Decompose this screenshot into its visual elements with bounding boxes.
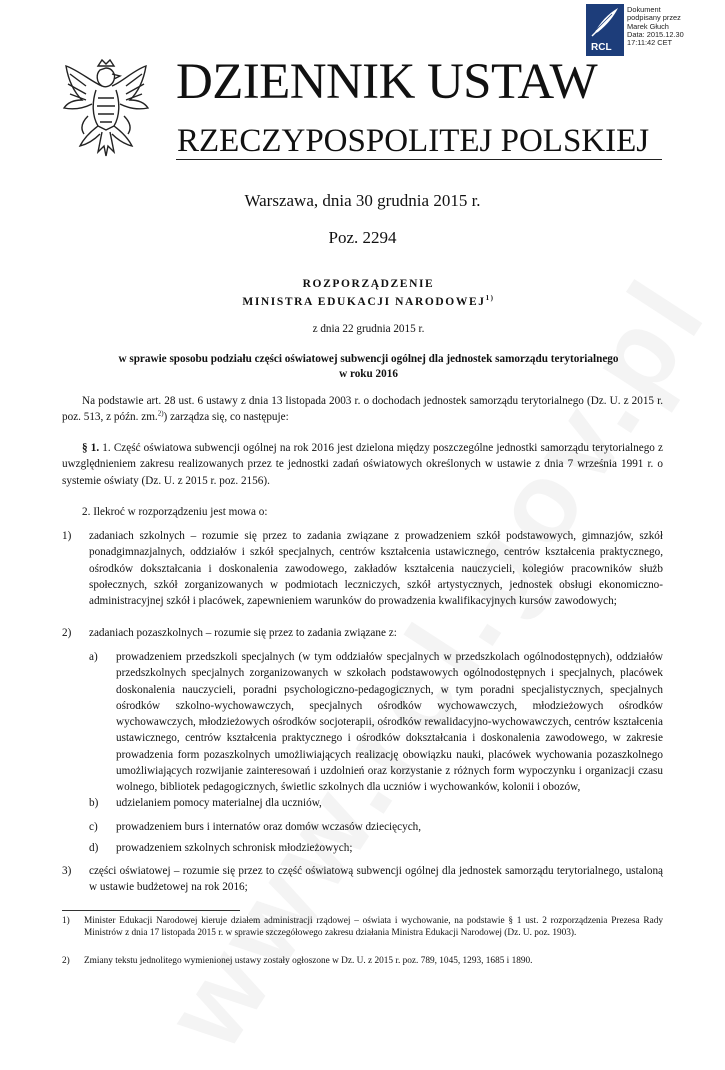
sublist-item-text: udzielaniem pomocy materialnej dla uczniów, xyxy=(116,797,322,809)
signature-line: Marek Głuch xyxy=(627,21,669,31)
section-text: 1. Część oświatowa subwencji ogólnej na rok 2016 jest dzielona między poszczególne jednostki samorządu terytorialnego z uwzględnieniem zakresu realizowanych przez te jednostki zadań oświatowych określonych w ustawie z dnia 7 września 1991 r. o systemie oświaty (Dz. U. z 2015 r. poz. 2156). xyxy=(62,442,664,487)
list-number: 1) xyxy=(62,530,72,542)
footnote-ref: 1) xyxy=(485,294,495,303)
sublist-item-text: prowadzeniem przedszkoli specjalnych (w tym oddziałów specjalnych w przedszkolach ogólnodostępnych), oddziałów przedszkolnych specjalnych zorganizowanych w szkołach podstawowych ogólnodostępnych i specjalnych, placówek doskonalenia nauczycieli, poradni psychologiczno-pedagogicznych, w tym poradni specjalistycznych, specjalnych ośrodków szkolno-wychowawczych, specjalnych ośrodków wychowawczych, młodzieżowych ośrodków wychowawczych, młodzieżowych ośrodków socjoterapii, ośrodków rewalidacyjno-wychowawczych, centrów kształcenia ustawicznego, centrów kształcenia praktycznego i ośrodków dokształcania i doskonalenia zawodowego, w zakresie prowadzenia form pozaszkolnych umożliwiających realizację obowiązku nauki, placówek wychowania pozaszkolnego umożliwiających rozwijanie zainteresowań i uzdolnień oraz korzystanie z różnych form wypoczynku i organizacji czasu wolnego, bibliotek pedagogicznych, świetlic szkolnych dla uczniów i wychowanków, kolonii i obozów, xyxy=(116,651,663,794)
list-item-text: zadaniach pozaszkolnych – rozumie się przez to zadania związane z: xyxy=(89,627,397,639)
sublist-item-text: prowadzeniem burs i internatów oraz domów wczasów dziecięcych, xyxy=(116,821,422,833)
act-subject xyxy=(62,352,663,381)
rcl-logo-text: RCL xyxy=(591,42,612,53)
signature-line: 17:11:42 CET xyxy=(627,38,673,48)
footnote-text: Minister Edukacji Narodowej kieruje działem administracji rządowej – oświata i wychowanie, na podstawie § 1 ust. 2 rozporządzenia Prezesa Rady Ministrów z dnia 17 listopada 2015 r. w sprawie szczegółowego zakresu działania Ministra Edukacji Narodowej (Dz. U. poz. 1903). xyxy=(84,916,663,938)
act-type: ROZPORZĄDZENIE xyxy=(302,278,435,290)
list-number: 3) xyxy=(62,865,72,877)
eagle-emblem-icon xyxy=(58,56,154,160)
footnote-text: Zmiany tekstu jednolitego wymienionej ustawy zostały ogłoszone w Dz. U. z 2015 r. poz. 789, 1045, 1293, 1685 i 1890. xyxy=(84,956,533,966)
footnote-number: 2) xyxy=(62,956,70,966)
position-number: Poz. 2294 xyxy=(328,228,397,247)
act-date: z dnia 22 grudnia 2015 r. xyxy=(312,323,425,335)
journal-title: DZIENNIK USTAW xyxy=(176,54,598,110)
publication-date: Warszawa, dnia 30 grudnia 2015 r. xyxy=(244,191,481,210)
signature-line: podpisany przez xyxy=(627,13,681,23)
sublist-letter: b) xyxy=(89,797,99,809)
title-divider xyxy=(176,159,662,160)
section-2-intro: 2. Ilekroć w rozporządzeniu jest mowa o: xyxy=(82,506,268,518)
footnote-ref: 2) xyxy=(157,409,164,418)
rcl-logo xyxy=(586,4,624,56)
sublist-letter: a) xyxy=(89,651,98,663)
preamble-text: Na podstawie art. 28 ust. 6 ustawy z dnia 13 listopada 2003 r. o dochodach jednostek samorządu terytorialnego (Dz. U. z 2015 r. poz. 513, z późn. zm. xyxy=(62,395,663,424)
act-issuer-text: MINISTRA EDUKACJI NARODOWEJ xyxy=(242,296,486,308)
signature-line: Data: 2015.12.30 xyxy=(627,29,684,39)
preamble xyxy=(62,393,663,426)
preamble-text: ) zarządza się, co następuje: xyxy=(163,411,289,424)
signature-line: Dokument xyxy=(627,5,661,14)
sublist-item-text: prowadzeniem szkolnych schronisk młodzieżowych; xyxy=(116,842,353,854)
list-item-text: części oświatowej – rozumie się przez to część oświatową subwencji ogólnej dla jednostek samorządu terytorialnego, ustaloną w ustawie budżetowej na rok 2016; xyxy=(89,865,663,894)
footnote-number: 1) xyxy=(62,916,70,926)
section-1 xyxy=(62,440,663,489)
feather-pen-icon xyxy=(586,4,624,40)
footnote-divider xyxy=(62,910,240,911)
signature-info xyxy=(627,6,684,47)
act-subject-line: w roku 2016 xyxy=(339,367,398,380)
act-issuer xyxy=(0,296,725,308)
act-subject-line: w sprawie sposobu podziału części oświatowej subwencji ogólnej dla jednostek samorządu terytorialnego xyxy=(118,353,619,365)
sublist-letter: c) xyxy=(89,821,98,833)
journal-subtitle: RZECZYPOSPOLITEJ POLSKIEJ xyxy=(177,123,650,159)
sublist-letter: d) xyxy=(89,842,99,854)
list-number: 2) xyxy=(62,627,72,639)
section-label: § 1. xyxy=(82,442,100,454)
list-item-text: zadaniach szkolnych – rozumie się przez to zadania związane z prowadzeniem szkół podstawowych, gimnazjów, szkół ponadgimnazjalnych, oddziałów i szkół specjalnych, centrów kształcenia ustawicznego, centrów kształcenia praktycznego, ośrodków dokształcania i doskonalenia zawodowego, zakładów kształcenia nauczycieli, kolegiów pracowników służb społecznych, szkół zorganizowanych w podmiotach leczniczych, szkół artystycznych, jednostek obsługi ekonomiczno-administracyjnej szkół i placówek, zapewnieniem warunków do prowadzenia kwalifikacyjnych kursów zawodowych; xyxy=(89,530,663,608)
